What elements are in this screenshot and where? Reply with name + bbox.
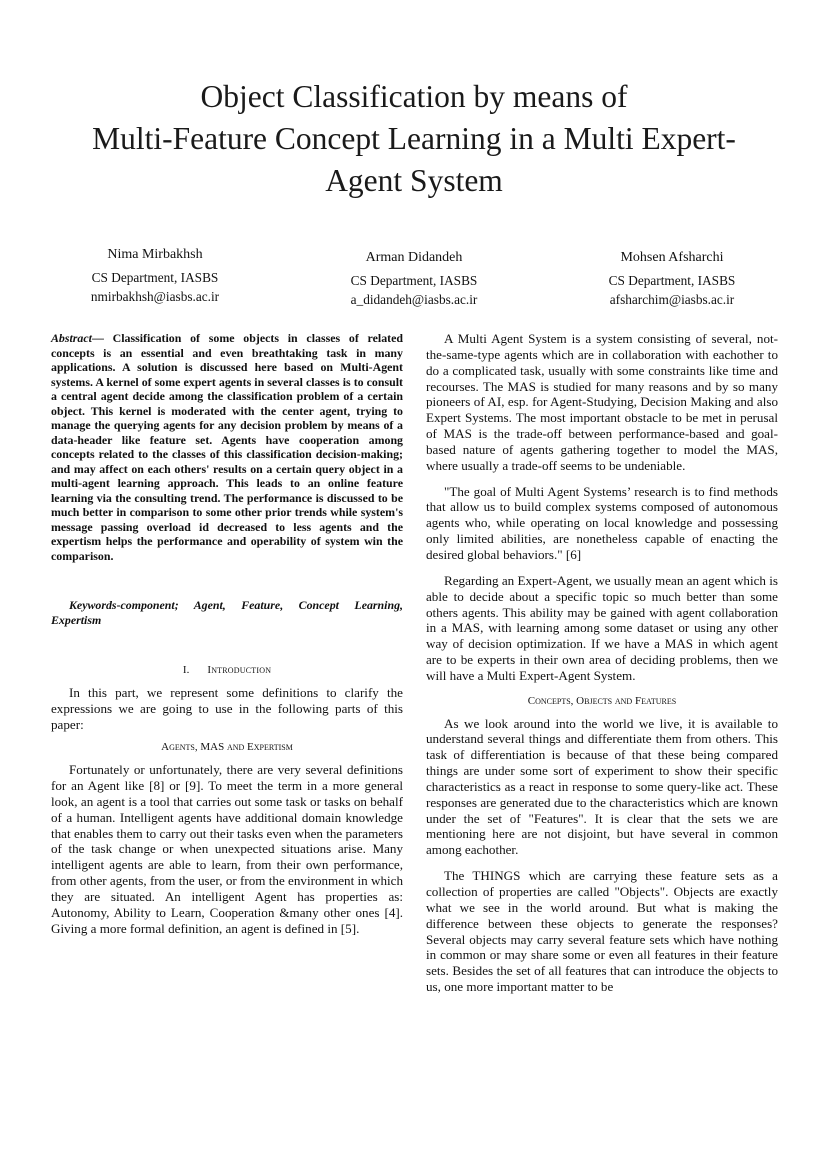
intro-paragraph: In this part, we represent some definitions to clarify the expressions we are going to use in the following parts of this paper: <box>51 684 403 732</box>
author-department: CS Department, IASBS <box>608 273 736 288</box>
objects-paragraph: The THINGS which are carrying these feature sets as a collection of properties are called "Objects". Objects are exactly what we see in the world around. But what is making the difference between these objects to generate the responses? Several objects may carry several feature sets which have nothing in common or may share some or even all features in their feature sets. Besides the set of all features that can introduce the objects to us, one more important matter to be <box>426 868 778 995</box>
author-email: nmirbakhsh@iasbs.ac.ir <box>90 289 220 304</box>
title-line-2: Multi-Feature Concept Learning in a Multi Expert- <box>92 121 736 156</box>
concepts-paragraph: As we look around into the world we live, it is available to understand several things and differentiate them from others. This task of differentiation is because of that these being compared things are under some sort of experiment to show their specific characteristics as a react in response to some query-like act. These responses are generated due to the characteristics which are known under the set of "Features". It is clear that the sets we are mentioning here are not disjoint, but have several in common among eachother. <box>426 715 778 858</box>
author-name: Nima Mirbakhsh <box>107 247 203 262</box>
mas-paragraph: A Multi Agent System is a system consisting of several, not-the-same-type agents which are in collaboration with eachother to do a complicated task, usually with some constraints like time and recourses. The MAS is studied for many reasons and by so many pioneers of AI, esp. for Agent-Studying, Decision Making and also Expert Systems. The most important obstacle to be met in perusal of MAS is the trade-off between performance-based and goal-based nature of agents gathering together to model the MAS, where usually a trade-off seems to be undeniable. <box>426 331 778 473</box>
author-email: a_didandeh@iasbs.ac.ir <box>350 292 478 307</box>
expert-agent-paragraph: Regarding an Expert-Agent, we usually mean an agent which is able to decide about a specific topic so much better than some others agents. This ability may be gained with agent collaboration in a MAS, with learning among some dataset or using any other way of decision optimization. If we have a MAS in which agent are to be experts in their own area of deciding problems, then we will have a Multi Expert-Agent System. <box>426 572 778 683</box>
subsection-heading-agents: Agents, MAS and Expertism <box>161 741 293 754</box>
author-department: CS Department, IASBS <box>350 273 478 288</box>
abstract-lead: Abstract <box>51 331 92 345</box>
title-line-1: Object Classification by means of <box>200 79 628 114</box>
section-heading-introduction <box>51 663 403 679</box>
section-title: Introduction <box>207 664 272 676</box>
author-name: Arman Didandeh <box>365 250 463 265</box>
author-name: Mohsen Afsharchi <box>620 250 724 265</box>
author-block-2 <box>294 248 534 309</box>
section-number: I. <box>182 664 190 676</box>
author-block-3 <box>552 248 792 309</box>
abstract-dash: — <box>91 331 113 345</box>
left-column <box>51 331 403 947</box>
paper-title <box>40 76 788 202</box>
author-block-1 <box>35 245 275 306</box>
subsection-heading-concepts: Concepts, Objects and Features <box>527 694 677 707</box>
abstract <box>51 331 403 563</box>
abstract-text: Classification of some objects in classes of related concepts is an essential and even breathtaking task in many applications. A solution is discussed here based on Multi-Agent systems. A kernel of some expert agents in several classes is to consult a central agent decide among the classification problem of a certain object. This kernel is moderated with the center agent, trying to manage the querying agents for any decision problem by means of a data-header like feature set. Agents have cooperation among concepts related to the classes of this classification decision-making; and may affect on each others' results on a certain query object in a multi-agent learning approach. This leads to an online feature learning via the consulting trend. The performance is discussed to be much better in comparison to some other prior trends while system's message passing overload id decreased to less agents and the expertism helps the performance and operability of system win the comparison. <box>51 331 403 563</box>
author-department: CS Department, IASBS <box>91 270 219 285</box>
title-line-3: Agent System <box>325 163 503 198</box>
agents-paragraph: Fortunately or unfortunately, there are very several definitions for an Agent like [8] or [9]. To meet the term in a more general look, an agent is a tool that carries out some task or tasks on behalf of a human. Intelligent agents have additional domain knowledge that enables them to carry out their tasks even when the parameters of the task change or when unexpected situations arise. Many intelligent agents are able to learn, from their own performance, from other agents, from the user, or from the environment in which they are situated. An intelligent Agent has properties as: Autonomy, Ability to Learn, Cooperation &many other ones [4]. Giving a more formal definition, an agent is defined in [5]. <box>51 762 403 936</box>
keywords: Keywords-component; Agent, Feature, Concept Learning, Expertism <box>51 598 403 627</box>
author-email: afsharchim@iasbs.ac.ir <box>609 292 735 307</box>
right-column <box>426 331 778 1005</box>
goal-quote-paragraph: "The goal of Multi Agent Systems’ research is to find methods that allow us to build complex systems composed of autonomous agents who, while operating on local knowledge and possessing only limited abilities, are nonetheless capable of enacting the desired global behaviors." [6] <box>426 483 778 562</box>
